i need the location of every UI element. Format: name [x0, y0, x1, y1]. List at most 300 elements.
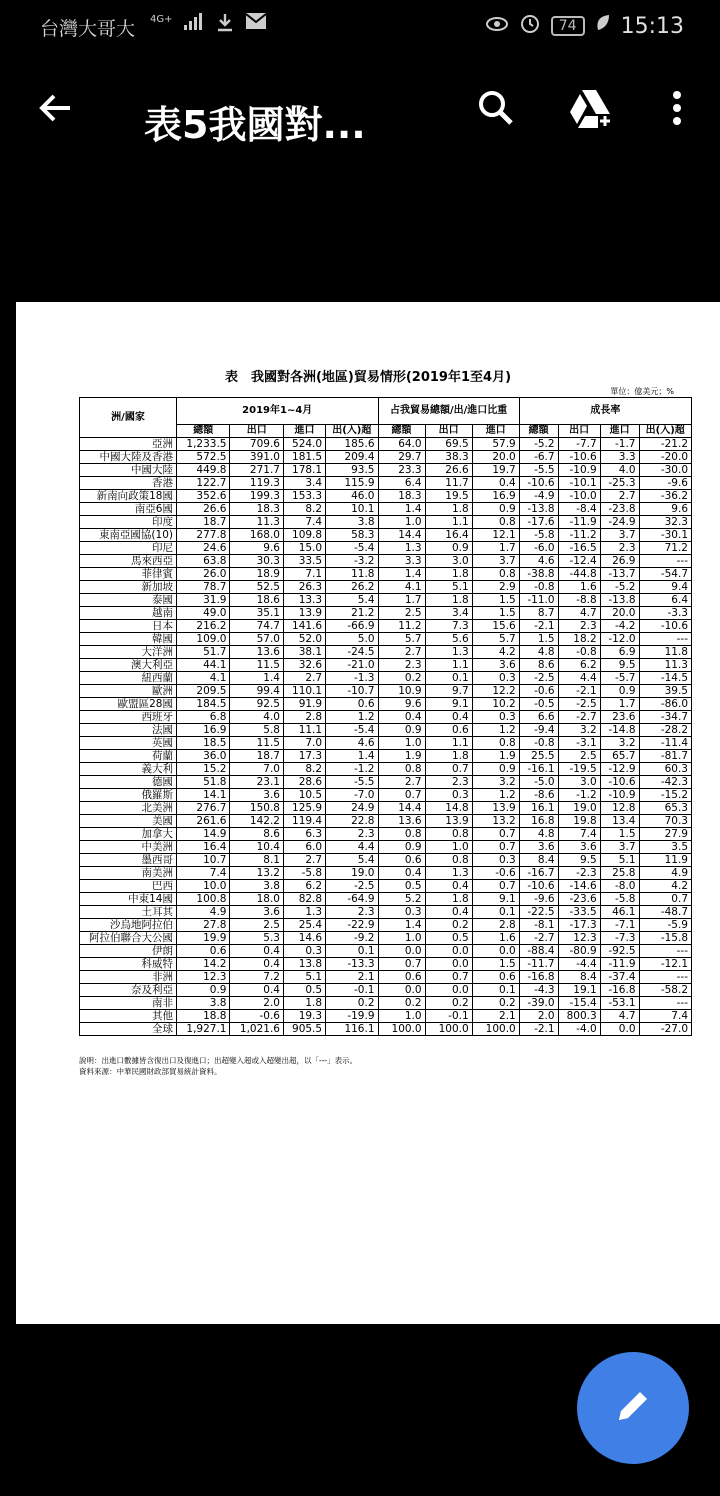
- table-cell: 2.3: [378, 659, 425, 672]
- table-cell: -9.6: [519, 893, 558, 906]
- table-cell: ---: [639, 555, 692, 568]
- table-cell: 58.3: [326, 529, 378, 542]
- table-cell: 57.9: [472, 438, 519, 451]
- table-cell: -2.5: [558, 698, 600, 711]
- table-cell: 63.8: [177, 555, 230, 568]
- table-row: [80, 464, 692, 477]
- region-name: 歐盟區28國: [80, 698, 177, 711]
- region-name: 美國: [80, 815, 177, 828]
- region-name: 德國: [80, 776, 177, 789]
- table-cell: 0.9: [600, 685, 639, 698]
- region-name: 中國大陸及香港: [80, 451, 177, 464]
- table-cell: -6.0: [519, 542, 558, 555]
- table-cell: 11.8: [639, 646, 692, 659]
- table-cell: 30.3: [230, 555, 283, 568]
- table-cell: ---: [639, 997, 692, 1010]
- table-cell: 5.0: [326, 633, 378, 646]
- table-cell: -14.8: [600, 724, 639, 737]
- table-cell: 20.0: [600, 607, 639, 620]
- table-cell: -22.9: [326, 919, 378, 932]
- table-cell: 9.6: [230, 542, 283, 555]
- table-cell: 3.7: [472, 555, 519, 568]
- table-cell: 16.9: [177, 724, 230, 737]
- table-cell: 11.3: [230, 516, 283, 529]
- table-cell: 0.9: [378, 724, 425, 737]
- table-cell: -30.0: [639, 464, 692, 477]
- trade-table: [79, 397, 692, 1036]
- table-cell: 9.5: [558, 854, 600, 867]
- table-cell: 5.8: [230, 724, 283, 737]
- table-row: [80, 906, 692, 919]
- table-cell: -10.1: [558, 477, 600, 490]
- table-cell: 100.0: [378, 1023, 425, 1036]
- table-cell: 276.7: [177, 802, 230, 815]
- table-cell: 0.9: [472, 763, 519, 776]
- back-arrow-icon[interactable]: [36, 88, 76, 132]
- table-cell: -30.1: [639, 529, 692, 542]
- table-cell: -2.7: [519, 932, 558, 945]
- table-cell: 100.0: [472, 1023, 519, 1036]
- table-cell: 52.5: [230, 581, 283, 594]
- table-cell: 33.5: [283, 555, 325, 568]
- table-cell: 109.8: [283, 529, 325, 542]
- table-row: [80, 984, 692, 997]
- table-cell: -12.0: [600, 633, 639, 646]
- table-cell: 0.0: [425, 984, 472, 997]
- clock-time: 15:13: [620, 13, 684, 39]
- table-cell: 13.6: [378, 815, 425, 828]
- table-cell: 4.1: [177, 672, 230, 685]
- table-cell: 6.3: [283, 828, 325, 841]
- table-cell: 0.4: [378, 711, 425, 724]
- table-cell: 8.2: [283, 763, 325, 776]
- table-cell: 5.1: [600, 854, 639, 867]
- table-cell: 32.3: [639, 516, 692, 529]
- table-cell: 352.6: [177, 490, 230, 503]
- table-cell: 6.4: [639, 594, 692, 607]
- network-badge: 4G+: [150, 14, 173, 25]
- sub-header: 總額: [519, 425, 558, 438]
- table-cell: 21.2: [326, 607, 378, 620]
- table-cell: 1,233.5: [177, 438, 230, 451]
- table-cell: 19.0: [326, 867, 378, 880]
- table-cell: 9.1: [425, 698, 472, 711]
- table-cell: -4.9: [519, 490, 558, 503]
- edit-button[interactable]: [577, 1352, 689, 1464]
- table-cell: 18.8: [177, 1010, 230, 1023]
- table-cell: 0.4: [230, 945, 283, 958]
- table-cell: -9.2: [326, 932, 378, 945]
- table-cell: 3.6: [230, 789, 283, 802]
- table-cell: 2.0: [519, 1010, 558, 1023]
- table-cell: 9.7: [425, 685, 472, 698]
- table-cell: 26.6: [425, 464, 472, 477]
- table-cell: 1.2: [326, 711, 378, 724]
- table-cell: 6.9: [600, 646, 639, 659]
- table-cell: 65.7: [600, 750, 639, 763]
- table-title: 表 我國對各洲(地區)貿易情形(2019年1至4月): [224, 370, 512, 385]
- table-cell: -4.4: [558, 958, 600, 971]
- table-row: [80, 568, 692, 581]
- table-cell: 209.5: [177, 685, 230, 698]
- table-cell: 35.1: [230, 607, 283, 620]
- table-cell: -38.8: [519, 568, 558, 581]
- table-cell: -12.9: [600, 763, 639, 776]
- table-cell: 49.0: [177, 607, 230, 620]
- table-cell: 19.1: [558, 984, 600, 997]
- table-cell: -5.0: [519, 776, 558, 789]
- table-cell: 4.9: [177, 906, 230, 919]
- table-cell: -19.5: [558, 763, 600, 776]
- table-cell: -24.5: [326, 646, 378, 659]
- table-cell: -86.0: [639, 698, 692, 711]
- table-cell: 93.5: [326, 464, 378, 477]
- table-cell: ---: [639, 633, 692, 646]
- table-cell: 32.6: [283, 659, 325, 672]
- table-cell: -4.3: [519, 984, 558, 997]
- region-name: 阿拉伯聯合大公國: [80, 932, 177, 945]
- table-cell: -5.8: [519, 529, 558, 542]
- table-cell: -11.9: [600, 958, 639, 971]
- table-cell: -0.1: [326, 984, 378, 997]
- table-cell: 3.0: [558, 776, 600, 789]
- table-cell: -8.8: [558, 594, 600, 607]
- table-cell: 1.1: [425, 516, 472, 529]
- table-cell: 14.6: [283, 932, 325, 945]
- table-row: [80, 672, 692, 685]
- table-cell: 52.0: [283, 633, 325, 646]
- region-name: 巴西: [80, 880, 177, 893]
- table-cell: 6.4: [378, 477, 425, 490]
- table-cell: 1.3: [283, 906, 325, 919]
- table-cell: 12.1: [472, 529, 519, 542]
- table-cell: 8.7: [519, 607, 558, 620]
- table-cell: -16.7: [519, 867, 558, 880]
- table-cell: 15.2: [177, 763, 230, 776]
- table-cell: 0.7: [639, 893, 692, 906]
- region-name: 馬來西亞: [80, 555, 177, 568]
- table-cell: -54.7: [639, 568, 692, 581]
- table-cell: -0.1: [425, 1010, 472, 1023]
- table-cell: -0.8: [519, 581, 558, 594]
- table-cell: 0.2: [425, 997, 472, 1010]
- table-row: [80, 763, 692, 776]
- region-name: 亞洲: [80, 438, 177, 451]
- table-cell: 0.9: [472, 503, 519, 516]
- table-cell: -1.2: [326, 763, 378, 776]
- table-cell: 3.6: [558, 841, 600, 854]
- table-cell: 0.3: [283, 945, 325, 958]
- table-cell: -8.6: [519, 789, 558, 802]
- table-row: [80, 919, 692, 932]
- table-cell: 1.4: [326, 750, 378, 763]
- table-cell: 29.7: [378, 451, 425, 464]
- table-cell: 1.5: [472, 594, 519, 607]
- table-cell: 1.8: [425, 893, 472, 906]
- drive-add-icon[interactable]: [568, 88, 616, 136]
- table-cell: 216.2: [177, 620, 230, 633]
- table-row: [80, 828, 692, 841]
- table-cell: -15.2: [639, 789, 692, 802]
- table-cell: 13.8: [283, 958, 325, 971]
- table-cell: 8.4: [558, 971, 600, 984]
- table-cell: 6.6: [519, 711, 558, 724]
- table-cell: 185.6: [326, 438, 378, 451]
- table-cell: 905.5: [283, 1023, 325, 1036]
- sub-header: 出口: [425, 425, 472, 438]
- table-cell: 11.9: [639, 854, 692, 867]
- table-cell: -66.9: [326, 620, 378, 633]
- table-cell: -42.3: [639, 776, 692, 789]
- table-row: [80, 529, 692, 542]
- table-cell: 1.0: [378, 737, 425, 750]
- table-cell: 10.0: [177, 880, 230, 893]
- table-cell: -24.9: [600, 516, 639, 529]
- table-cell: -7.1: [600, 919, 639, 932]
- table-cell: 524.0: [283, 438, 325, 451]
- table-cell: 11.3: [639, 659, 692, 672]
- table-cell: -2.5: [519, 672, 558, 685]
- table-cell: 7.4: [283, 516, 325, 529]
- region-name: 俄羅斯: [80, 789, 177, 802]
- table-row: [80, 750, 692, 763]
- table-cell: 3.8: [230, 880, 283, 893]
- table-row: [80, 997, 692, 1010]
- table-cell: 1.9: [378, 750, 425, 763]
- region-name: 法國: [80, 724, 177, 737]
- table-cell: 1.8: [425, 503, 472, 516]
- table-row: [80, 776, 692, 789]
- table-cell: 2.3: [326, 906, 378, 919]
- table-cell: 0.0: [378, 945, 425, 958]
- table-cell: 82.8: [283, 893, 325, 906]
- table-cell: 2.3: [600, 542, 639, 555]
- table-cell: 1.4: [378, 568, 425, 581]
- region-name: 北美洲: [80, 802, 177, 815]
- table-cell: 0.3: [425, 789, 472, 802]
- table-cell: 13.2: [230, 867, 283, 880]
- table-cell: 4.0: [230, 711, 283, 724]
- table-cell: 2.7: [283, 854, 325, 867]
- table-cell: 92.5: [230, 698, 283, 711]
- table-cell: 0.1: [472, 984, 519, 997]
- table-cell: 1.8: [425, 568, 472, 581]
- table-cell: 1.6: [472, 932, 519, 945]
- table-cell: 10.2: [472, 698, 519, 711]
- table-cell: 168.0: [230, 529, 283, 542]
- source-text: 資料來源：中華民國財政部貿易統計資料。: [79, 1067, 222, 1076]
- table-cell: 38.1: [283, 646, 325, 659]
- table-cell: 141.6: [283, 620, 325, 633]
- region-name: 越南: [80, 607, 177, 620]
- table-cell: 1.1: [425, 659, 472, 672]
- table-cell: -10.6: [519, 880, 558, 893]
- table-cell: 119.3: [230, 477, 283, 490]
- table-cell: -64.9: [326, 893, 378, 906]
- table-cell: 24.9: [326, 802, 378, 815]
- table-cell: 0.4: [230, 958, 283, 971]
- sub-header: 出口: [230, 425, 283, 438]
- sub-header: 進口: [472, 425, 519, 438]
- table-cell: -8.1: [519, 919, 558, 932]
- table-cell: 3.3: [600, 451, 639, 464]
- table-notes: [79, 1055, 357, 1077]
- table-cell: 23.3: [378, 464, 425, 477]
- table-cell: -36.2: [639, 490, 692, 503]
- region-name: 沙烏地阿拉伯: [80, 919, 177, 932]
- table-cell: 14.4: [378, 802, 425, 815]
- table-cell: 18.9: [230, 568, 283, 581]
- sub-header: 進口: [600, 425, 639, 438]
- table-cell: 18.7: [230, 750, 283, 763]
- table-cell: 2.8: [283, 711, 325, 724]
- table-cell: 46.0: [326, 490, 378, 503]
- table-cell: -11.7: [519, 958, 558, 971]
- search-icon[interactable]: [476, 88, 516, 132]
- table-cell: 25.4: [283, 919, 325, 932]
- table-cell: 3.2: [472, 776, 519, 789]
- table-cell: -23.8: [600, 503, 639, 516]
- table-cell: 1.7: [472, 542, 519, 555]
- table-row: [80, 542, 692, 555]
- table-cell: -7.3: [600, 932, 639, 945]
- table-cell: -4.0: [558, 1023, 600, 1036]
- table-row: [80, 620, 692, 633]
- table-cell: 9.5: [600, 659, 639, 672]
- table-cell: 2.7: [283, 672, 325, 685]
- table-cell: 4.2: [472, 646, 519, 659]
- table-cell: 0.8: [378, 763, 425, 776]
- table-row: [80, 607, 692, 620]
- table-cell: -81.7: [639, 750, 692, 763]
- table-cell: 4.6: [519, 555, 558, 568]
- table-cell: 0.4: [472, 477, 519, 490]
- table-cell: 8.4: [519, 854, 558, 867]
- table-cell: 18.5: [177, 737, 230, 750]
- region-name: 中美洲: [80, 841, 177, 854]
- table-cell: -2.1: [519, 620, 558, 633]
- region-name: 印尼: [80, 542, 177, 555]
- leaf-icon: [595, 13, 611, 39]
- table-cell: 3.2: [600, 737, 639, 750]
- table-cell: -10.9: [600, 789, 639, 802]
- table-cell: 15.0: [283, 542, 325, 555]
- table-cell: -10.6: [639, 620, 692, 633]
- table-cell: -53.1: [600, 997, 639, 1010]
- sub-header: 出口: [558, 425, 600, 438]
- region-name: 日本: [80, 620, 177, 633]
- table-cell: 0.3: [472, 854, 519, 867]
- table-cell: 0.4: [230, 984, 283, 997]
- battery-level: 74: [551, 16, 585, 36]
- table-cell: 0.2: [472, 997, 519, 1010]
- table-cell: -33.5: [558, 906, 600, 919]
- table-cell: 116.1: [326, 1023, 378, 1036]
- table-cell: -0.6: [472, 867, 519, 880]
- table-cell: -37.4: [600, 971, 639, 984]
- table-cell: -34.7: [639, 711, 692, 724]
- table-cell: 27.8: [177, 919, 230, 932]
- table-row: [80, 854, 692, 867]
- table-cell: 7.4: [639, 1010, 692, 1023]
- table-cell: 7.4: [558, 828, 600, 841]
- table-cell: ---: [639, 945, 692, 958]
- table-cell: 125.9: [283, 802, 325, 815]
- table-row: [80, 451, 692, 464]
- table-cell: 14.4: [378, 529, 425, 542]
- table-cell: 91.9: [283, 698, 325, 711]
- table-cell: 5.4: [326, 854, 378, 867]
- table-cell: 1.2: [472, 724, 519, 737]
- table-cell: 1.7: [600, 698, 639, 711]
- region-name: 中國大陸: [80, 464, 177, 477]
- table-cell: 18.2: [558, 633, 600, 646]
- table-cell: 6.2: [558, 659, 600, 672]
- table-cell: 69.5: [425, 438, 472, 451]
- table-cell: 2.1: [326, 971, 378, 984]
- table-cell: 4.8: [519, 646, 558, 659]
- table-cell: 13.4: [600, 815, 639, 828]
- table-cell: 2.5: [378, 607, 425, 620]
- table-cell: 5.1: [283, 971, 325, 984]
- table-cell: -5.5: [326, 776, 378, 789]
- table-cell: 572.5: [177, 451, 230, 464]
- table-row: [80, 685, 692, 698]
- table-cell: -10.7: [326, 685, 378, 698]
- table-cell: 3.5: [639, 841, 692, 854]
- table-cell: 18.6: [230, 594, 283, 607]
- table-cell: 26.6: [177, 503, 230, 516]
- table-cell: -0.6: [519, 685, 558, 698]
- table-cell: -11.2: [558, 529, 600, 542]
- table-row: [80, 594, 692, 607]
- table-cell: 2.3: [558, 620, 600, 633]
- table-cell: 12.2: [472, 685, 519, 698]
- table-cell: -11.0: [519, 594, 558, 607]
- table-cell: 209.4: [326, 451, 378, 464]
- table-row: [80, 815, 692, 828]
- table-cell: 11.7: [425, 477, 472, 490]
- table-cell: -21.2: [639, 438, 692, 451]
- table-cell: 13.9: [283, 607, 325, 620]
- region-name: 大洋洲: [80, 646, 177, 659]
- table-cell: 6.8: [177, 711, 230, 724]
- table-cell: 36.0: [177, 750, 230, 763]
- table-cell: 4.4: [558, 672, 600, 685]
- table-row: [80, 932, 692, 945]
- table-cell: 3.8: [326, 516, 378, 529]
- more-options-icon[interactable]: [662, 88, 692, 132]
- table-cell: 18.3: [378, 490, 425, 503]
- table-cell: 0.9: [425, 542, 472, 555]
- table-cell: 4.2: [639, 880, 692, 893]
- table-cell: 16.9: [472, 490, 519, 503]
- table-cell: 60.3: [639, 763, 692, 776]
- table-cell: 20.0: [472, 451, 519, 464]
- table-cell: -15.8: [639, 932, 692, 945]
- region-name: 其他: [80, 1010, 177, 1023]
- table-cell: 10.5: [283, 789, 325, 802]
- table-cell: 31.9: [177, 594, 230, 607]
- table-cell: 7.0: [230, 763, 283, 776]
- table-cell: -11.9: [558, 516, 600, 529]
- table-cell: 8.6: [519, 659, 558, 672]
- table-cell: -14.5: [639, 672, 692, 685]
- table-cell: 19.8: [558, 815, 600, 828]
- table-cell: 150.8: [230, 802, 283, 815]
- table-cell: -92.5: [600, 945, 639, 958]
- table-row: [80, 867, 692, 880]
